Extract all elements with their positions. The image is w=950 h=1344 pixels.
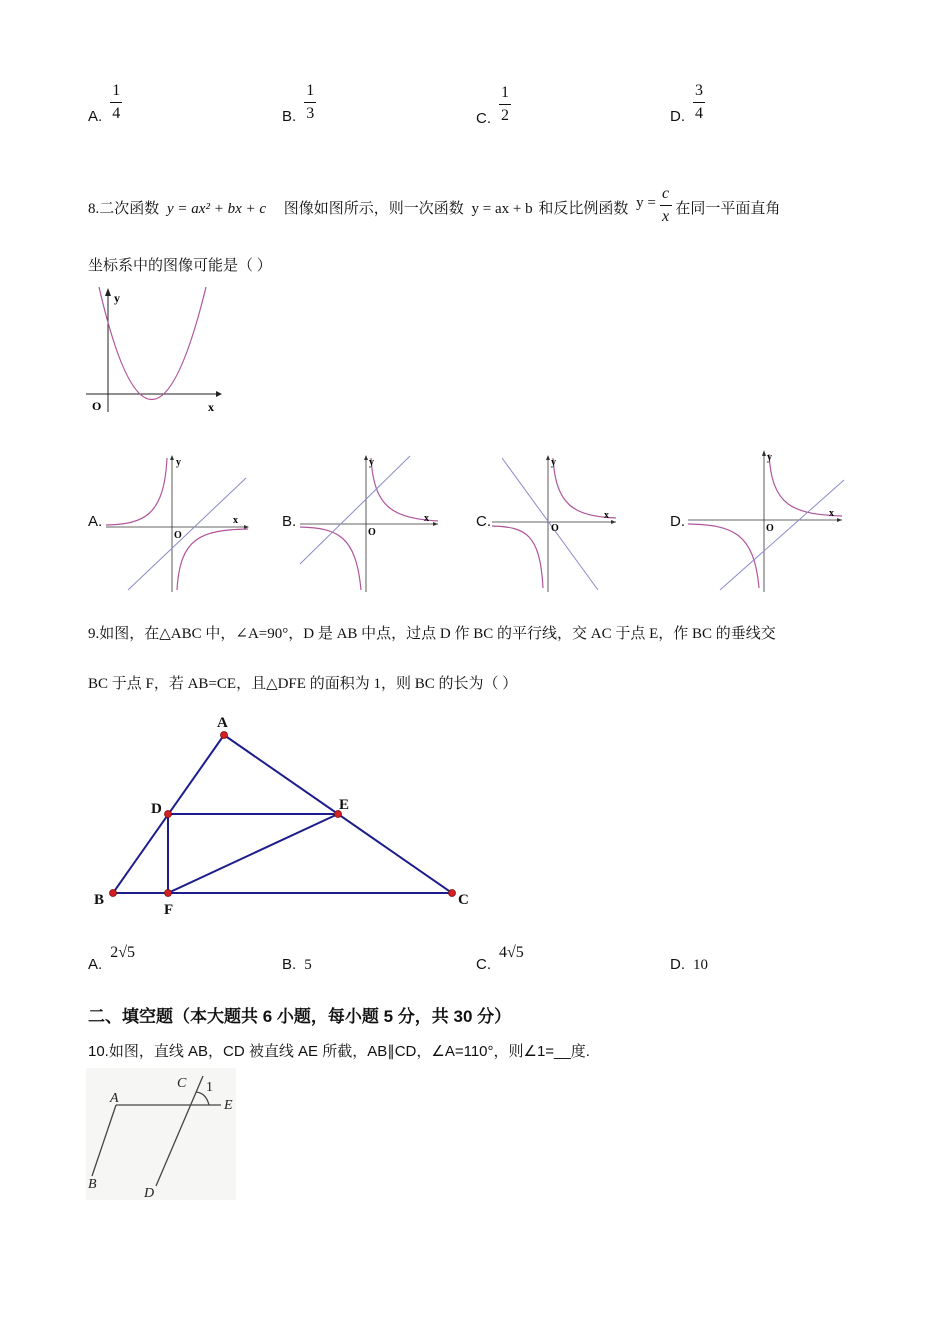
linear-function-line — [502, 458, 598, 590]
origin-label: O — [551, 523, 559, 534]
q8-option-d-graph[interactable] — [686, 448, 846, 594]
q8-mid: 图像如图所示，则一次函数 — [283, 200, 464, 217]
option-value: 4√5 — [499, 944, 524, 961]
label-a: A — [217, 715, 228, 731]
fraction — [499, 85, 511, 124]
y-axis-arrow — [546, 455, 550, 460]
origin-label: O — [174, 530, 182, 541]
hyperbola-branch — [177, 529, 248, 590]
numerator: 3 — [695, 82, 703, 99]
option-label: A. — [88, 108, 103, 125]
denominator: 2 — [501, 107, 509, 124]
label-f: F — [164, 902, 174, 918]
option-value: 10 — [693, 957, 708, 973]
numerator: 1 — [501, 84, 509, 101]
q9-stem-line1: 9.如图，在△ABC 中，∠A=90°，D 是 AB 中点，过点 D 作 BC 的平行线，交 AC 于点 E，作 BC 的垂线交 — [88, 626, 776, 642]
q8-parabola-figure — [86, 282, 226, 417]
option-value: 5 — [304, 957, 312, 973]
point-d — [165, 811, 172, 818]
label-d: D — [151, 801, 162, 817]
denominator: 4 — [112, 105, 121, 122]
numerator: c — [662, 185, 670, 202]
q8-prefix: 8.二次函数 — [88, 200, 160, 217]
q8-stem-line2: 坐标系中的图像可能是（ ） — [88, 258, 272, 274]
q10-figure — [86, 1068, 236, 1200]
x-axis-arrow — [244, 525, 249, 529]
option-value: 2√5 — [110, 944, 135, 961]
option-label: B. — [282, 956, 297, 973]
q8-option-b-label[interactable]: B. — [282, 513, 297, 530]
denominator: 4 — [695, 105, 703, 122]
q8-option-d-label[interactable]: D. — [670, 513, 685, 530]
x-axis-arrow — [837, 518, 842, 522]
q8-option-a-graph[interactable] — [104, 454, 250, 594]
origin-label: O — [368, 527, 376, 538]
label-a: A — [110, 1091, 119, 1106]
q9-option-b[interactable] — [282, 956, 312, 974]
y-axis-arrow — [364, 455, 368, 460]
q8-reciprocal-fraction — [660, 186, 672, 225]
hyperbola-branch — [371, 458, 438, 521]
q8-option-a-label[interactable]: A. — [88, 513, 103, 530]
q7-option-d[interactable] — [670, 82, 705, 125]
fraction — [110, 83, 122, 122]
hyperbola-branch — [688, 524, 759, 588]
x-axis-arrow — [433, 522, 438, 526]
q8-option-c-graph[interactable] — [490, 454, 620, 594]
point-a — [221, 732, 228, 739]
section-title: 二、填空题（本大题共 6 小题，每小题 5 分，共 30 分） — [88, 1007, 512, 1026]
option-label: C. — [476, 956, 491, 973]
q8-option-b-graph[interactable] — [298, 454, 440, 594]
hyperbola-branch — [300, 527, 361, 590]
x-axis-arrow — [611, 520, 616, 524]
point-f — [165, 890, 172, 897]
numerator: 1 — [112, 82, 121, 99]
x-axis-label: x — [604, 510, 609, 521]
q7-option-c[interactable] — [476, 84, 511, 127]
q9-triangle-figure — [88, 710, 478, 925]
option-label: C. — [476, 110, 491, 127]
q9-option-a[interactable] — [88, 944, 135, 973]
x-axis-label: x — [424, 513, 429, 524]
fraction — [693, 83, 705, 122]
denominator: x — [662, 208, 670, 225]
segment-fe — [168, 814, 338, 893]
origin-label: O — [766, 523, 774, 534]
hyperbola-branch — [553, 458, 616, 518]
y-axis-label: y — [767, 452, 772, 463]
q7-option-b[interactable] — [282, 82, 316, 125]
x-axis-arrow — [216, 391, 222, 397]
hyperbola-branch — [106, 458, 167, 525]
q8-linear: y = ax + b — [471, 200, 533, 217]
numerator: 1 — [306, 82, 315, 99]
origin-label: O — [92, 399, 102, 413]
q9-stem-line2: BC 于点 F，若 AB=CE，且△DFE 的面积为 1，则 BC 的长为（ ） — [88, 676, 518, 692]
q9-option-d[interactable] — [670, 956, 708, 974]
hyperbola-branch — [492, 526, 543, 588]
label-e: E — [339, 797, 350, 813]
fraction — [304, 83, 316, 122]
q9-option-c[interactable] — [476, 944, 524, 973]
q8-option-c-label[interactable]: C. — [476, 513, 491, 530]
y-axis-label: y — [551, 457, 556, 468]
option-label: D. — [670, 108, 685, 125]
point-c — [449, 890, 456, 897]
x-axis-label: x — [233, 515, 238, 526]
label-d: D — [144, 1186, 155, 1200]
y-axis-arrow — [105, 288, 111, 296]
y-axis-arrow — [170, 455, 174, 460]
q8-mid2: 和反比例函数 — [538, 200, 629, 217]
label-angle-1: 1 — [206, 1080, 213, 1095]
label-c: C — [458, 892, 469, 908]
figure-background — [86, 1068, 236, 1200]
label-c: C — [177, 1076, 187, 1091]
x-axis-label: x — [208, 400, 214, 414]
option-label: D. — [670, 956, 685, 973]
linear-function-line — [128, 478, 246, 590]
q8-stem — [88, 185, 781, 229]
q8-suffix: 在同一平面直角 — [675, 200, 781, 217]
hyperbola-branch — [769, 454, 842, 516]
q8-reciprocal-lhs: y = — [636, 194, 656, 211]
q10-stem: 10.如图，直线 AB，CD 被直线 AE 所截，AB∥CD，∠A=110°，则∠1=__度. — [88, 1043, 590, 1060]
label-e: E — [224, 1098, 233, 1113]
denominator: 3 — [306, 105, 315, 122]
y-axis-arrow — [762, 450, 766, 456]
y-axis-label: y — [114, 291, 120, 305]
option-label: B. — [282, 108, 297, 125]
label-b: B — [94, 892, 105, 908]
y-axis-label: y — [369, 457, 374, 468]
y-axis-label: y — [176, 457, 181, 468]
option-label: A. — [88, 956, 103, 973]
x-axis-label: x — [829, 508, 834, 519]
q8-quadratic: y = ax² + bx + c — [167, 200, 267, 217]
point-b — [110, 890, 117, 897]
q7-option-a[interactable] — [88, 82, 122, 125]
label-b: B — [88, 1177, 97, 1192]
